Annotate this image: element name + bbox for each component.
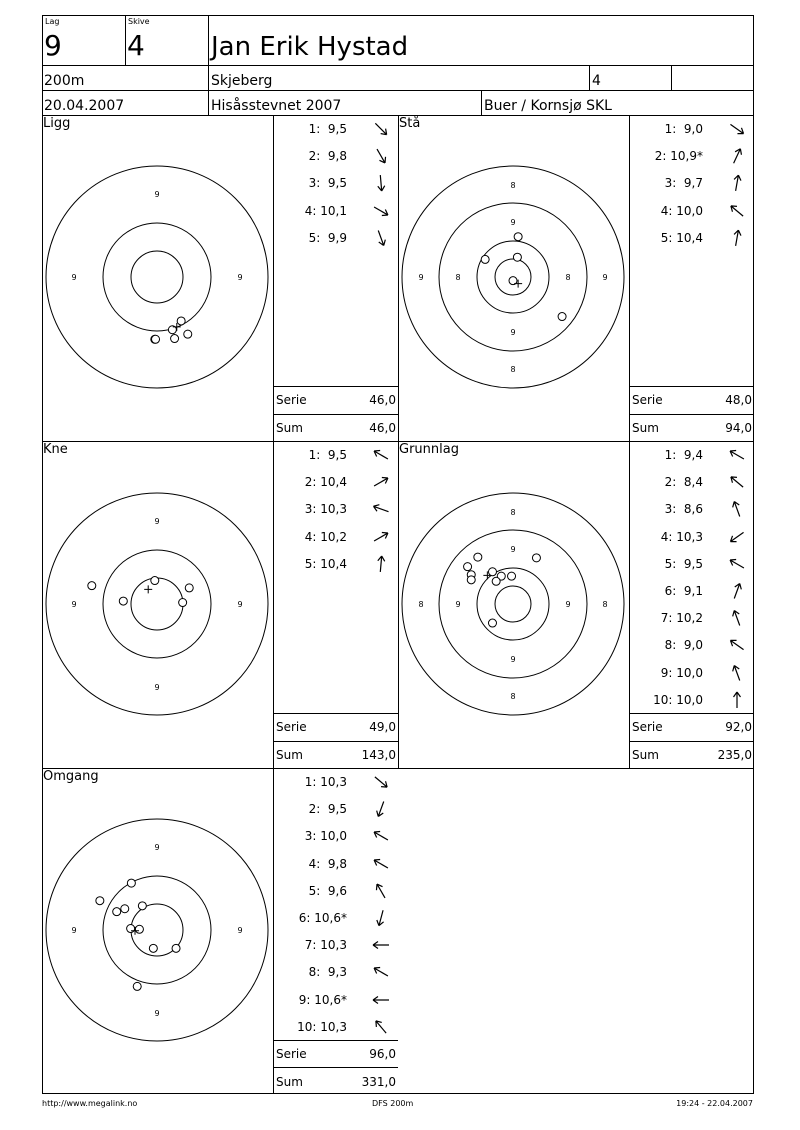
ring-number: 9 [71,600,77,609]
ring-number: 9 [154,683,160,692]
shot-direction-arrow [727,445,747,465]
footer-timestamp: 19:24 - 22.04.2007 [676,1099,753,1108]
ring-number: 9 [237,600,243,609]
serie-value: 96,0 [369,1047,396,1061]
shot-impact [149,944,157,952]
ring-number: 9 [565,600,571,609]
ring-number: 8 [510,508,516,517]
shot-impact [88,582,96,590]
shot-direction-arrow [371,445,391,465]
shot-impact [171,335,179,343]
shot-impact [184,330,192,338]
shot-score: 3: 9,5 [308,176,347,191]
shot-direction-arrow [371,146,391,166]
footer-program: DFS 200m [372,1099,414,1108]
shot-impact [152,335,160,343]
event-name: Hisåsstevnet 2007 [211,98,342,114]
lag-value: 9 [44,29,62,62]
ring-number: 9 [602,273,608,282]
shot-direction-arrow [371,772,391,792]
shot-score: 1: 9,0 [664,122,703,136]
ring-number: 9 [510,545,516,554]
shot-direction-arrow [371,908,391,928]
shot-score: 1: 9,5 [308,122,347,136]
ring-number: 9 [237,926,243,935]
sum-value: 46,0 [369,421,396,435]
target-ring [103,223,211,331]
shot-impact [488,619,496,627]
shot-impact [179,599,187,607]
target-ligg [43,163,271,391]
club-name: Buer / Kornsjø SKL [484,98,612,114]
shot-impact [138,902,146,910]
shot-impact [127,925,135,933]
sum-value: 94,0 [725,421,752,435]
shot-direction-arrow [727,608,747,628]
shot-impact [532,554,540,562]
ring-number: 9 [237,273,243,282]
event-date: 20.04.2007 [44,98,125,114]
skive-label: Skive [128,17,150,26]
shot-direction-arrow [371,799,391,819]
shot-direction-arrow [371,499,391,519]
shot-score: 3: 9,7 [664,176,703,191]
shot-direction-arrow [371,173,391,193]
serie-value: 48,0 [725,393,752,407]
shot-score: 9: 10,0 [660,665,703,680]
shot-impact [119,597,127,605]
section-title: Stå [399,116,421,131]
ring-number: 9 [154,517,160,526]
shot-direction-arrow [727,472,747,492]
section-title: Grunnlag [399,442,459,457]
serie-label: Serie [276,393,307,407]
shot-score: 6: 9,1 [664,584,703,598]
shot-direction-arrow [371,990,391,1010]
ring-number: 8 [602,600,608,609]
ring-number: 9 [154,1009,160,1018]
target-ring [103,550,211,658]
location: Skjeberg [211,73,273,89]
shot-impact [508,572,516,580]
ring-number: 9 [71,273,77,282]
shot-direction-arrow [371,854,391,874]
ring-number: 9 [418,273,424,282]
shot-score: 3: 10,0 [304,829,347,844]
sum-label: Sum [632,421,659,435]
serie-value: 49,0 [369,720,396,734]
shot-direction-arrow [371,119,391,139]
shot-direction-arrow [371,554,391,574]
shot-impact [185,584,193,592]
shot-score: 2: 9,5 [308,802,347,817]
shot-direction-arrow [727,119,747,139]
shot-impact [467,576,475,584]
shot-impact [513,253,521,261]
shot-direction-arrow [727,554,747,574]
target-ring [495,586,531,622]
shot-score: 10: 10,0 [653,692,703,707]
section-title: Ligg [43,116,71,131]
shot-impact [177,317,185,325]
target-stå [399,163,627,391]
shot-score: 5: 10,4 [660,230,703,245]
shot-impact [133,982,141,990]
shooter-name: Jan Erik Hystad [211,32,409,62]
shot-impact [474,553,482,561]
shot-score: 5: 9,6 [308,883,347,898]
shot-score: 2: 9,8 [308,149,347,164]
serie-value: 46,0 [369,393,396,407]
shot-impact [481,255,489,263]
shot-impact [488,568,496,576]
ring-number: 9 [510,328,516,337]
shot-score: 1: 9,4 [664,448,703,462]
ring-number: 9 [154,190,160,199]
sum-label: Sum [632,748,659,762]
group-center-mark [144,585,152,593]
shot-impact [121,905,129,913]
shot-impact [558,313,566,321]
serie-label: Serie [276,1047,307,1061]
shot-score: 9: 10,6* [298,992,347,1007]
target-ring [46,819,268,1041]
ring-number: 9 [510,655,516,664]
ring-number: 8 [510,365,516,374]
ring-number: 9 [154,843,160,852]
shot-score: 1: 10,3 [304,775,347,789]
shot-direction-arrow [727,663,747,683]
shot-direction-arrow [727,201,747,221]
shot-direction-arrow [371,472,391,492]
lag-label: Lag [45,17,60,26]
ring-number: 9 [71,926,77,935]
shot-direction-arrow [371,935,391,955]
shot-direction-arrow [727,581,747,601]
target-grunnlag [399,490,627,718]
target-ring [131,251,183,303]
ring-number: 9 [510,218,516,227]
sum-label: Sum [276,1075,303,1089]
sum-value: 331,0 [361,1075,396,1089]
target-kne [43,490,271,718]
shot-direction-arrow [371,962,391,982]
shot-score: 10: 10,3 [297,1019,347,1034]
shot-score: 4: 10,3 [660,529,703,544]
ring-number: 8 [565,273,571,282]
shot-impact [113,908,121,916]
shot-score: 4: 9,8 [308,856,347,871]
shot-score: 7: 10,3 [304,938,347,953]
distance: 200m [44,73,85,89]
shot-direction-arrow [371,201,391,221]
shot-direction-arrow [371,228,391,248]
ring-number: 8 [418,600,424,609]
shot-impact [492,577,500,585]
shot-score: 5: 9,9 [308,230,347,245]
shot-score: 6: 10,6* [298,911,347,925]
ring-number: 9 [455,600,461,609]
shot-direction-arrow [371,881,391,901]
shot-direction-arrow [727,690,747,710]
shot-impact [135,925,143,933]
target-ring [46,166,268,388]
sum-label: Sum [276,748,303,762]
shot-direction-arrow [371,1017,391,1037]
shot-score: 3: 10,3 [304,502,347,517]
serie-value: 92,0 [725,720,752,734]
shot-score: 2: 10,4 [304,475,347,490]
shot-score: 5: 10,4 [304,556,347,571]
target-ring [46,493,268,715]
shot-direction-arrow [727,146,747,166]
shot-direction-arrow [727,173,747,193]
sum-value: 143,0 [361,748,396,762]
shot-score: 2: 8,4 [664,475,703,490]
shot-direction-arrow [371,826,391,846]
sum-label: Sum [276,421,303,435]
shot-impact [514,233,522,241]
shot-impact [127,879,135,887]
shot-score: 7: 10,2 [660,611,703,626]
section-title: Omgang [43,769,99,784]
target-omgang [43,816,271,1044]
target-ring [103,876,211,984]
shot-score: 8: 9,3 [308,965,347,980]
shot-impact [151,577,159,585]
target-ring [131,578,183,630]
shot-score: 8: 9,0 [664,638,703,653]
target-ring [402,493,624,715]
shot-score: 5: 9,5 [664,556,703,571]
ring-number: 8 [510,692,516,701]
shot-direction-arrow [727,499,747,519]
shot-score: 3: 8,6 [664,502,703,517]
serie-label: Serie [632,720,663,734]
shooter-class: 4 [592,73,601,89]
footer-url: http://www.megalink.no [42,1099,138,1108]
shot-direction-arrow [727,635,747,655]
shot-direction-arrow [371,527,391,547]
section-title: Kne [43,442,68,457]
shot-score: 2: 10,9* [654,149,703,164]
sum-value: 235,0 [717,748,752,762]
skive-value: 4 [127,29,145,62]
shot-score: 1: 9,5 [308,448,347,462]
serie-label: Serie [632,393,663,407]
shot-direction-arrow [727,527,747,547]
shot-score: 4: 10,2 [304,529,347,544]
shot-impact [172,944,180,952]
ring-number: 8 [510,181,516,190]
shot-direction-arrow [727,228,747,248]
shot-impact [464,563,472,571]
shot-score: 4: 10,1 [304,203,347,218]
shot-score: 4: 10,0 [660,203,703,218]
ring-number: 8 [455,273,461,282]
shot-impact [96,897,104,905]
serie-label: Serie [276,720,307,734]
